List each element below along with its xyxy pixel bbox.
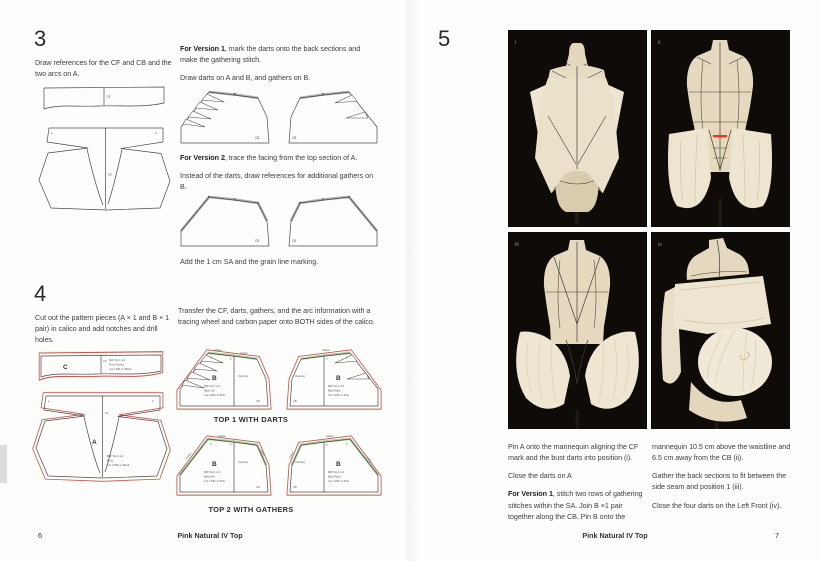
step3-front-diagram — [36, 84, 172, 216]
svg-text:b: b — [230, 357, 232, 361]
svg-text:B: B — [212, 375, 217, 382]
svg-text:B: B — [336, 461, 341, 468]
step-3-number: 3 — [34, 26, 47, 51]
piece-c-cut — [39, 352, 163, 381]
svg-text:a: a — [48, 400, 50, 403]
page-number-right: 7 — [775, 531, 779, 540]
svg-text:Cut 1 RSU in Pink: Cut 1 RSU in Pink — [204, 480, 225, 483]
svg-text:Cut 1 RSU in Black: Cut 1 RSU in Black — [109, 368, 132, 371]
svg-text:a: a — [210, 442, 212, 446]
svg-text:Opening: Opening — [295, 461, 305, 464]
svg-text:Back Left: Back Left — [204, 389, 215, 393]
svg-text:a: a — [326, 443, 328, 447]
svg-text:Cut 1 RSU in Pink: Cut 1 RSU in Pink — [204, 394, 225, 397]
step-5-col2-text: mannequin 10.5 cm above the waistline and 6.5 cm away from the CB (ii). Gather the back sections to fit between the side seam and position 1 (iii). Close the four darts on the Left Front (iv). — [652, 442, 791, 510]
svg-text:Gather: Gather — [365, 455, 373, 465]
svg-text:b: b — [346, 442, 348, 446]
photo-label-iii: iii — [515, 242, 519, 248]
svg-text:CB: CB — [293, 400, 297, 403]
photo-ii-back-view — [651, 30, 790, 227]
svg-text:CB: CB — [255, 136, 260, 140]
step4-top1-diagram — [176, 346, 382, 412]
svg-text:Gather: Gather — [214, 348, 222, 352]
svg-text:CF: CF — [105, 412, 109, 415]
svg-text:MW Top 1 & 2: MW Top 1 & 2 — [328, 385, 345, 388]
svg-text:Cut 1 RSU in Black: Cut 1 RSU in Black — [107, 464, 130, 467]
red-marker — [713, 135, 727, 137]
svg-text:Gather: Gather — [288, 450, 295, 460]
svg-text:Gather: Gather — [185, 452, 193, 461]
step3-version1-diagram — [178, 86, 380, 148]
svg-text:Back Right: Back Right — [328, 475, 341, 479]
svg-text:MW Top 1 & 2: MW Top 1 & 2 — [204, 471, 221, 474]
b-left-gathers — [177, 434, 271, 495]
b-left-darts — [177, 348, 271, 409]
svg-text:CB: CB — [255, 239, 260, 243]
caption-top2: TOP 2 WITH GATHERS — [208, 505, 294, 514]
svg-text:CB: CB — [292, 136, 297, 140]
back-left-outline — [181, 92, 269, 143]
svg-text:CB: CB — [256, 486, 260, 489]
b-right-darts — [287, 348, 381, 409]
running-title-right: Pink Natural IV Top — [582, 531, 648, 540]
svg-text:MW Top 1 & 2: MW Top 1 & 2 — [107, 455, 124, 458]
back-right-marked — [289, 196, 377, 246]
svg-text:Cut 1 RSU in Pink: Cut 1 RSU in Pink — [328, 480, 349, 483]
svg-text:CB: CB — [256, 400, 260, 403]
svg-text:Gather: Gather — [322, 348, 330, 352]
step-3-intro: Draw references for the CF and CB and the two arcs on A. — [35, 58, 172, 79]
darts — [182, 355, 223, 388]
facing-band-outline — [44, 87, 164, 109]
svg-text:a: a — [326, 357, 328, 361]
step-3-version1-text: For Version 1, mark the darts onto the back sections and make the gathering stitch. Draw darts on A and B, and gathers on B. — [180, 44, 361, 83]
photo-i-front-view — [508, 30, 647, 227]
svg-text:MW Top 1 & 2: MW Top 1 & 2 — [109, 359, 126, 362]
back-left-marked — [181, 196, 269, 246]
svg-text:A: A — [92, 439, 97, 446]
step-5-col1-text: Pin A onto the mannequin aligning the CF mark and the bust darts into position (i). Close the darts on A For Version 1, stitch two rows of gathering stitches within the SA. Join B ×1 pair together along the CB. Pin B onto the — [508, 442, 643, 521]
step-4-col2-text: Transfer the CF, darts, gathers, and the arc information with a tracing wheel and carbon paper onto BOTH sides of the calico. — [178, 306, 375, 327]
version-1-lead: For Version 1 — [508, 489, 553, 499]
svg-text:MW Top 1 & 2: MW Top 1 & 2 — [328, 471, 345, 474]
svg-text:Front Facing: Front Facing — [109, 363, 124, 367]
step-5-number: 5 — [438, 26, 451, 51]
svg-text:CB: CB — [293, 486, 297, 489]
caption-top1: TOP 1 WITH DARTS — [213, 415, 289, 424]
svg-text:a: a — [210, 356, 212, 360]
photo-label-i: i — [515, 40, 517, 46]
svg-text:CB: CB — [292, 239, 297, 243]
svg-text:Back Left: Back Left — [204, 475, 215, 479]
step-4-number: 4 — [34, 281, 47, 306]
svg-text:CF: CF — [108, 173, 113, 177]
svg-text:Opening: Opening — [295, 375, 305, 378]
photo-iii-back-gathered — [508, 232, 647, 429]
svg-text:CF: CF — [106, 95, 111, 99]
svg-text:Gather: Gather — [240, 351, 248, 355]
svg-text:MW Top 1 & 2: MW Top 1 & 2 — [204, 385, 221, 388]
svg-text:b: b — [230, 443, 232, 447]
step-4-col1-text: Cut out the pattern pieces (A × 1 and B × 1 pair) in calico and add notches and drill holes. — [35, 313, 170, 345]
step4-top2-diagram — [176, 430, 382, 500]
svg-text:Gather: Gather — [259, 448, 266, 458]
svg-text:Gather: Gather — [326, 434, 334, 438]
step4-front-pieces-diagram — [31, 350, 171, 486]
scan-artifact — [0, 445, 7, 483]
version-1-lead: For Version 1 — [180, 44, 225, 53]
svg-text:Opening: Opening — [238, 461, 248, 464]
svg-text:Front: Front — [107, 459, 114, 463]
photo-label-iv: iv — [658, 242, 662, 248]
version-2-lead: For Version 2 — [180, 153, 225, 162]
svg-text:C: C — [63, 364, 68, 371]
darts-back-right — [335, 95, 368, 118]
svg-text:Back Right: Back Right — [328, 389, 341, 393]
running-title-left: Pink Natural IV Top — [177, 531, 243, 540]
svg-text:Gather: Gather — [218, 434, 226, 438]
svg-text:B: B — [212, 461, 217, 468]
piece-a-outline — [39, 128, 170, 210]
step-3-sa-note: Add the 1 cm SA and the grain line marking. — [180, 257, 319, 266]
page-number-left: 6 — [38, 531, 42, 540]
page-gutter — [403, 0, 417, 561]
svg-text:b: b — [346, 356, 348, 360]
svg-text:Opening: Opening — [238, 375, 248, 378]
step3-version2-diagram — [178, 194, 380, 250]
b-right-gathers — [287, 434, 381, 495]
step-3-version2-text: For Version 2, trace the facing from the top section of A. Instead of the darts, draw references for additional gathers on B. — [180, 153, 374, 192]
photo-label-ii: ii — [658, 40, 661, 46]
piece-a-cut — [33, 393, 171, 482]
svg-text:b: b — [155, 132, 157, 135]
svg-text:CF: CF — [103, 360, 107, 363]
back-right-outline — [289, 92, 377, 143]
darts-back-left — [183, 94, 224, 127]
photo-iv-side-drape — [651, 232, 790, 429]
svg-text:a: a — [51, 132, 53, 135]
svg-text:Cut 1 RSU in Pink: Cut 1 RSU in Pink — [328, 394, 349, 397]
svg-text:b: b — [152, 400, 154, 403]
svg-text:B: B — [336, 375, 341, 382]
